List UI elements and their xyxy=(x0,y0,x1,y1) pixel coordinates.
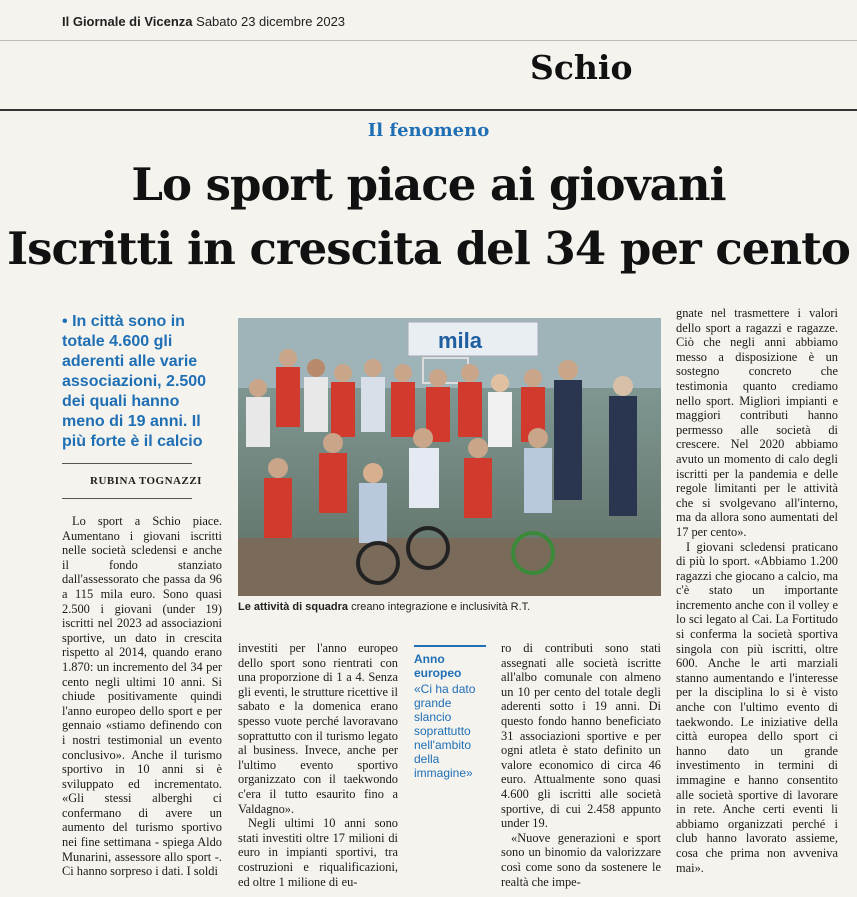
newspaper-name: Il Giornale di Vicenza xyxy=(62,14,193,29)
team-photo-illustration xyxy=(238,318,661,596)
pullquote xyxy=(414,652,486,780)
masthead xyxy=(62,14,345,29)
headline-line-1: Lo sport piace ai giovani xyxy=(131,158,726,211)
article-column-1 xyxy=(62,514,222,879)
article-photo xyxy=(238,318,661,596)
column-2-paragraph-1: investiti per l'anno europeo dello sport sono rientrati con una proporzione di 1 a 4. Senza gli eventi, le strutture ricettive il sabato e la domenica erano spesso vuote perché lavoravano soprattutto con il turismo legato al business. Invece, anche per l'ultimo evento sportivo organizzato con il taekwondo c'era il tutto esaurito fino a Valdagno». xyxy=(238,641,398,816)
headline-line-2: Iscritti in crescita del 34 per cento xyxy=(7,222,850,275)
article-column-4 xyxy=(676,306,838,875)
section-rule xyxy=(0,109,857,111)
summary-bullet: • xyxy=(62,313,68,330)
article-column-2 xyxy=(238,641,398,889)
column-3-paragraph-2: «Nuove generazioni e sport sono un binomio da valorizzare così come sono da sostenere le realtà che impe- xyxy=(501,830,661,889)
summary xyxy=(62,312,222,452)
kicker: Il fenomeno xyxy=(367,120,490,141)
column-1-paragraph: Lo sport a Schio piace. Aumentano i giovani iscritti nelle società scledensi e anche il fondo stanziato dall'assessorato che passa da 96 a 115 mila euro. Sono quasi 2.500 i giovani (under 19) iscritti nel 2023 ad associazioni sportive, un dato in crescita rispetto al 2014, quando erano 1.870: un incremento del 34 per cento negli ultimi 10 anni. Si chiude positivamente quindi l'anno europeo dello sport e per gennaio «stiamo definendo con i nostri testimonial un evento conclusivo». Anche il turismo sportivo in 10 anni si è sviluppato ed incrementato. «Gli stessi alberghi ci confermano di avere un aumento del turismo sportivo nei fine settimana - spiega Aldo Munarini, assessore allo sport -. Ci hanno sorpreso i dati. I soldi xyxy=(62,514,222,879)
publication-date: Sabato 23 dicembre 2023 xyxy=(196,14,346,29)
top-rule xyxy=(0,40,857,41)
caption-bold: Le attività di squadra xyxy=(238,601,349,613)
pullquote-text: «Ci ha dato grande slancio soprattutto nell'ambito della immagine» xyxy=(414,682,476,780)
pullquote-rule xyxy=(414,645,486,647)
byline-rule-top xyxy=(62,463,192,464)
column-3-paragraph-1: ro di contributi sono stati assegnati alle società iscritte all'albo comunale con almeno un 10 per cento del totale degli aderenti sotto i 19 anni. Di questo fondo hanno beneficiato 31 associazioni sportive e per ogni atleta è stato definito un valore economico di circa 46 euro. Attualmente sono quasi 4.600 gli iscritti alle società sportive, di cui 2.458 appunto under 19. xyxy=(501,641,661,831)
section-title: Schio xyxy=(530,48,633,87)
photo-caption xyxy=(238,601,661,613)
pullquote-title: Anno europeo xyxy=(414,652,462,680)
column-4-paragraph-2: I giovani scledensi praticano di più lo sport. «Abbiamo 1.200 ragazzi che giocano a calcio, ma c'è stato un importante incremento anche con il volley e lo sci legato al Cai. La Fortitudo si conferma la società sportiva singola con più iscritti, oltre 600. Anche le arti marziali stanno aumentando e l'interesse per la disciplina lo si è visto anche con l'ultimo evento di taekwondo. Le iniziative della città europea dello sport ci hanno dato un grande investimento in termini di immagine e hanno consentito alle società sportive di lavorare in rete. Anche certi eventi li abbiamo organizzati perché i club hanno lavorato assieme, cosa che prima non avveniva mai». xyxy=(676,539,838,875)
caption-text: creano integrazione e inclusività R.T. xyxy=(348,601,531,613)
column-4-paragraph-1: gnate nel trasmettere i valori dello sport a ragazzi e ragazze. Ciò che negli anni abbiamo messo a disposizione è un sostegno concreto che testimonia quanto crediamo nello sport. Migliori impianti e maggiori contributi hanno permesso alle società di crescere. Nel 2020 abbiamo avuto un momento di calo degli iscritti per la pandemia e delle regole limitanti per le attività che si svolgevano all'interno, ma da allora sono aumentati del 17 per cento». xyxy=(676,306,838,539)
byline-rule-bottom xyxy=(62,498,192,499)
summary-text: In città sono in totale 4.600 gli aderenti alle varie associazioni, 2.500 dei quali hanno meno di 19 anni. Il più forte è il calcio xyxy=(62,313,207,450)
banner-text: mila xyxy=(438,328,483,353)
byline: RUBINA TOGNAZZI xyxy=(90,475,202,487)
article-column-3 xyxy=(501,641,661,889)
column-2-paragraph-2: Negli ultimi 10 anni sono stati investiti oltre 17 milioni di euro in impianti sportivi, tra costruzioni e riqualificazioni, ed oltre 1 milione di eu- xyxy=(238,816,398,889)
